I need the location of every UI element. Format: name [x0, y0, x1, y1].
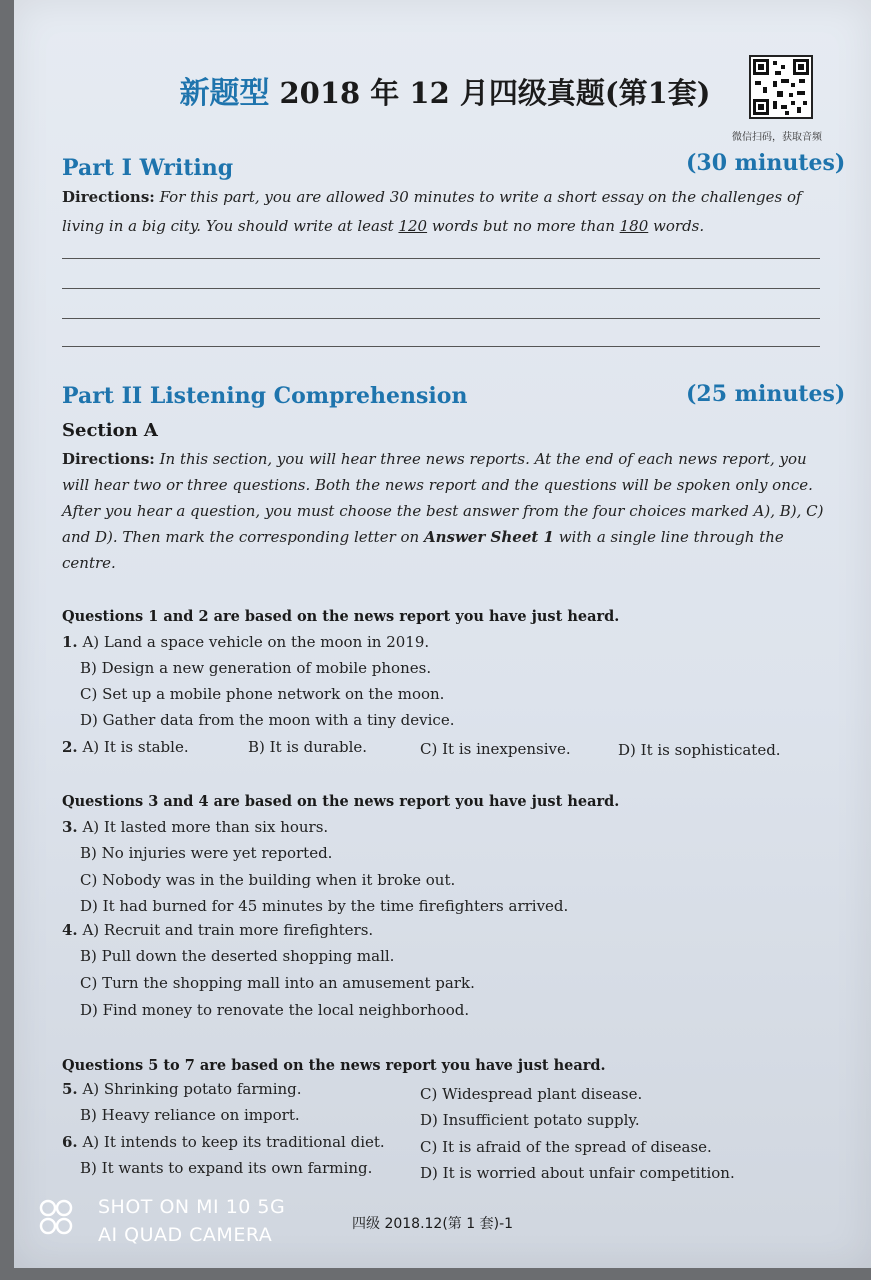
qr-code-icon: [751, 57, 811, 117]
title-text: 2018 年 12 月四级真题(第1套): [279, 76, 711, 110]
question-3-option-a: [62, 818, 328, 836]
question-1-option-a: [62, 633, 429, 651]
question-number: 6.: [62, 1133, 78, 1151]
question-1-option-b: B) Design a new generation of mobile phones.: [80, 659, 432, 677]
max-words: 180: [619, 217, 649, 235]
camera-lens-icon: [38, 1198, 86, 1238]
option-text: A) Land a space vehicle on the moon in 2019.: [82, 633, 430, 651]
question-4-option-d: D) Find money to renovate the local neighborhood.: [80, 1001, 470, 1019]
question-5-option-d: D) Insufficient potato supply.: [420, 1111, 640, 1129]
option-text: A) Shrinking potato farming.: [82, 1080, 302, 1098]
question-1-option-d: D) Gather data from the moon with a tiny device.: [80, 711, 455, 729]
option-text: A) It is stable.: [82, 738, 189, 756]
directions-text-3: words.: [648, 217, 705, 235]
question-6-option-b: B) It wants to expand its own farming.: [80, 1159, 373, 1177]
question-group-header: Questions 5 to 7 are based on the news report you have just heard.: [62, 1057, 606, 1074]
question-4-option-b: B) Pull down the deserted shopping mall.: [80, 947, 395, 965]
part2-directions: [62, 446, 824, 576]
answer-line: [62, 318, 820, 319]
question-2-option-c: C) It is inexpensive.: [420, 740, 571, 758]
question-2-option-a: [62, 738, 189, 756]
question-3-option-b: B) No injuries were yet reported.: [80, 844, 333, 862]
question-number: 1.: [62, 633, 78, 651]
question-6-option-a: [62, 1133, 385, 1151]
min-words: 120: [398, 217, 428, 235]
answer-line: [62, 258, 820, 259]
directions-text-1: In this section, you will hear three news reports. At the end of each news report, you will hear two or three questions. Both the news report and the questions will be spoken only once. After you hear a question, you must choose the best answer from the four choices marked A), B), C) and D). Then mark the corresponding letter on: [62, 450, 824, 546]
watermark-line-2: AI QUAD CAMERA: [98, 1224, 273, 1246]
directions-label: Directions:: [62, 450, 155, 468]
question-5-option-c: C) Widespread plant disease.: [420, 1085, 643, 1103]
part1-time: (30 minutes): [686, 150, 846, 176]
watermark-line-1: SHOT ON MI 10 5G: [98, 1196, 286, 1218]
part1-directions: [62, 183, 824, 241]
section-a-heading: Section A: [62, 420, 158, 441]
part2-time: (25 minutes): [686, 381, 846, 407]
part2-title: Part II Listening Comprehension: [62, 383, 468, 409]
question-3-option-d: D) It had burned for 45 minutes by the time firefighters arrived.: [80, 897, 569, 915]
answer-line: [62, 288, 820, 289]
part1-title: Part I Writing: [62, 155, 234, 181]
question-1-option-c: C) Set up a mobile phone network on the moon.: [80, 685, 445, 703]
qr-code: [749, 55, 813, 119]
page-footer: 四级 2018.12(第 1 套)-1: [352, 1216, 514, 1232]
question-number: 4.: [62, 921, 78, 939]
question-6-option-c: C) It is afraid of the spread of disease.: [420, 1138, 712, 1156]
directions-text-2: with a single line through the centre.: [62, 528, 784, 572]
directions-text-2: words but no more than: [427, 217, 620, 235]
question-5-option-b: B) Heavy reliance on import.: [80, 1106, 300, 1124]
question-number: 2.: [62, 738, 78, 756]
question-number: 5.: [62, 1080, 78, 1098]
page-title: [150, 68, 740, 112]
directions-label: Directions:: [62, 188, 155, 206]
question-3-option-c: C) Nobody was in the building when it broke out.: [80, 871, 456, 889]
option-text: A) It intends to keep its traditional diet.: [82, 1133, 385, 1151]
question-4-option-c: C) Turn the shopping mall into an amusement park.: [80, 974, 475, 992]
option-text: A) It lasted more than six hours.: [82, 818, 329, 836]
question-number: 3.: [62, 818, 78, 836]
title-tag: 新题型: [179, 76, 270, 111]
answer-sheet-ref: Answer Sheet 1: [423, 528, 554, 546]
answer-line: [62, 346, 820, 347]
question-2-option-b: B) It is durable.: [248, 738, 368, 756]
question-2-option-d: D) It is sophisticated.: [618, 741, 781, 759]
directions-text-1: For this part, you are allowed 30 minutes to write a short essay on the challenges of living in a big city. You should write at least: [62, 188, 802, 235]
qr-caption: 微信扫码，获取音频: [732, 132, 822, 143]
question-group-header: Questions 1 and 2 are based on the news report you have just heard.: [62, 608, 620, 625]
question-group-header: Questions 3 and 4 are based on the news report you have just heard.: [62, 793, 620, 810]
question-5-option-a: [62, 1080, 302, 1098]
question-4-option-a: [62, 921, 373, 939]
option-text: A) Recruit and train more firefighters.: [82, 921, 374, 939]
question-6-option-d: D) It is worried about unfair competition.: [420, 1164, 735, 1182]
